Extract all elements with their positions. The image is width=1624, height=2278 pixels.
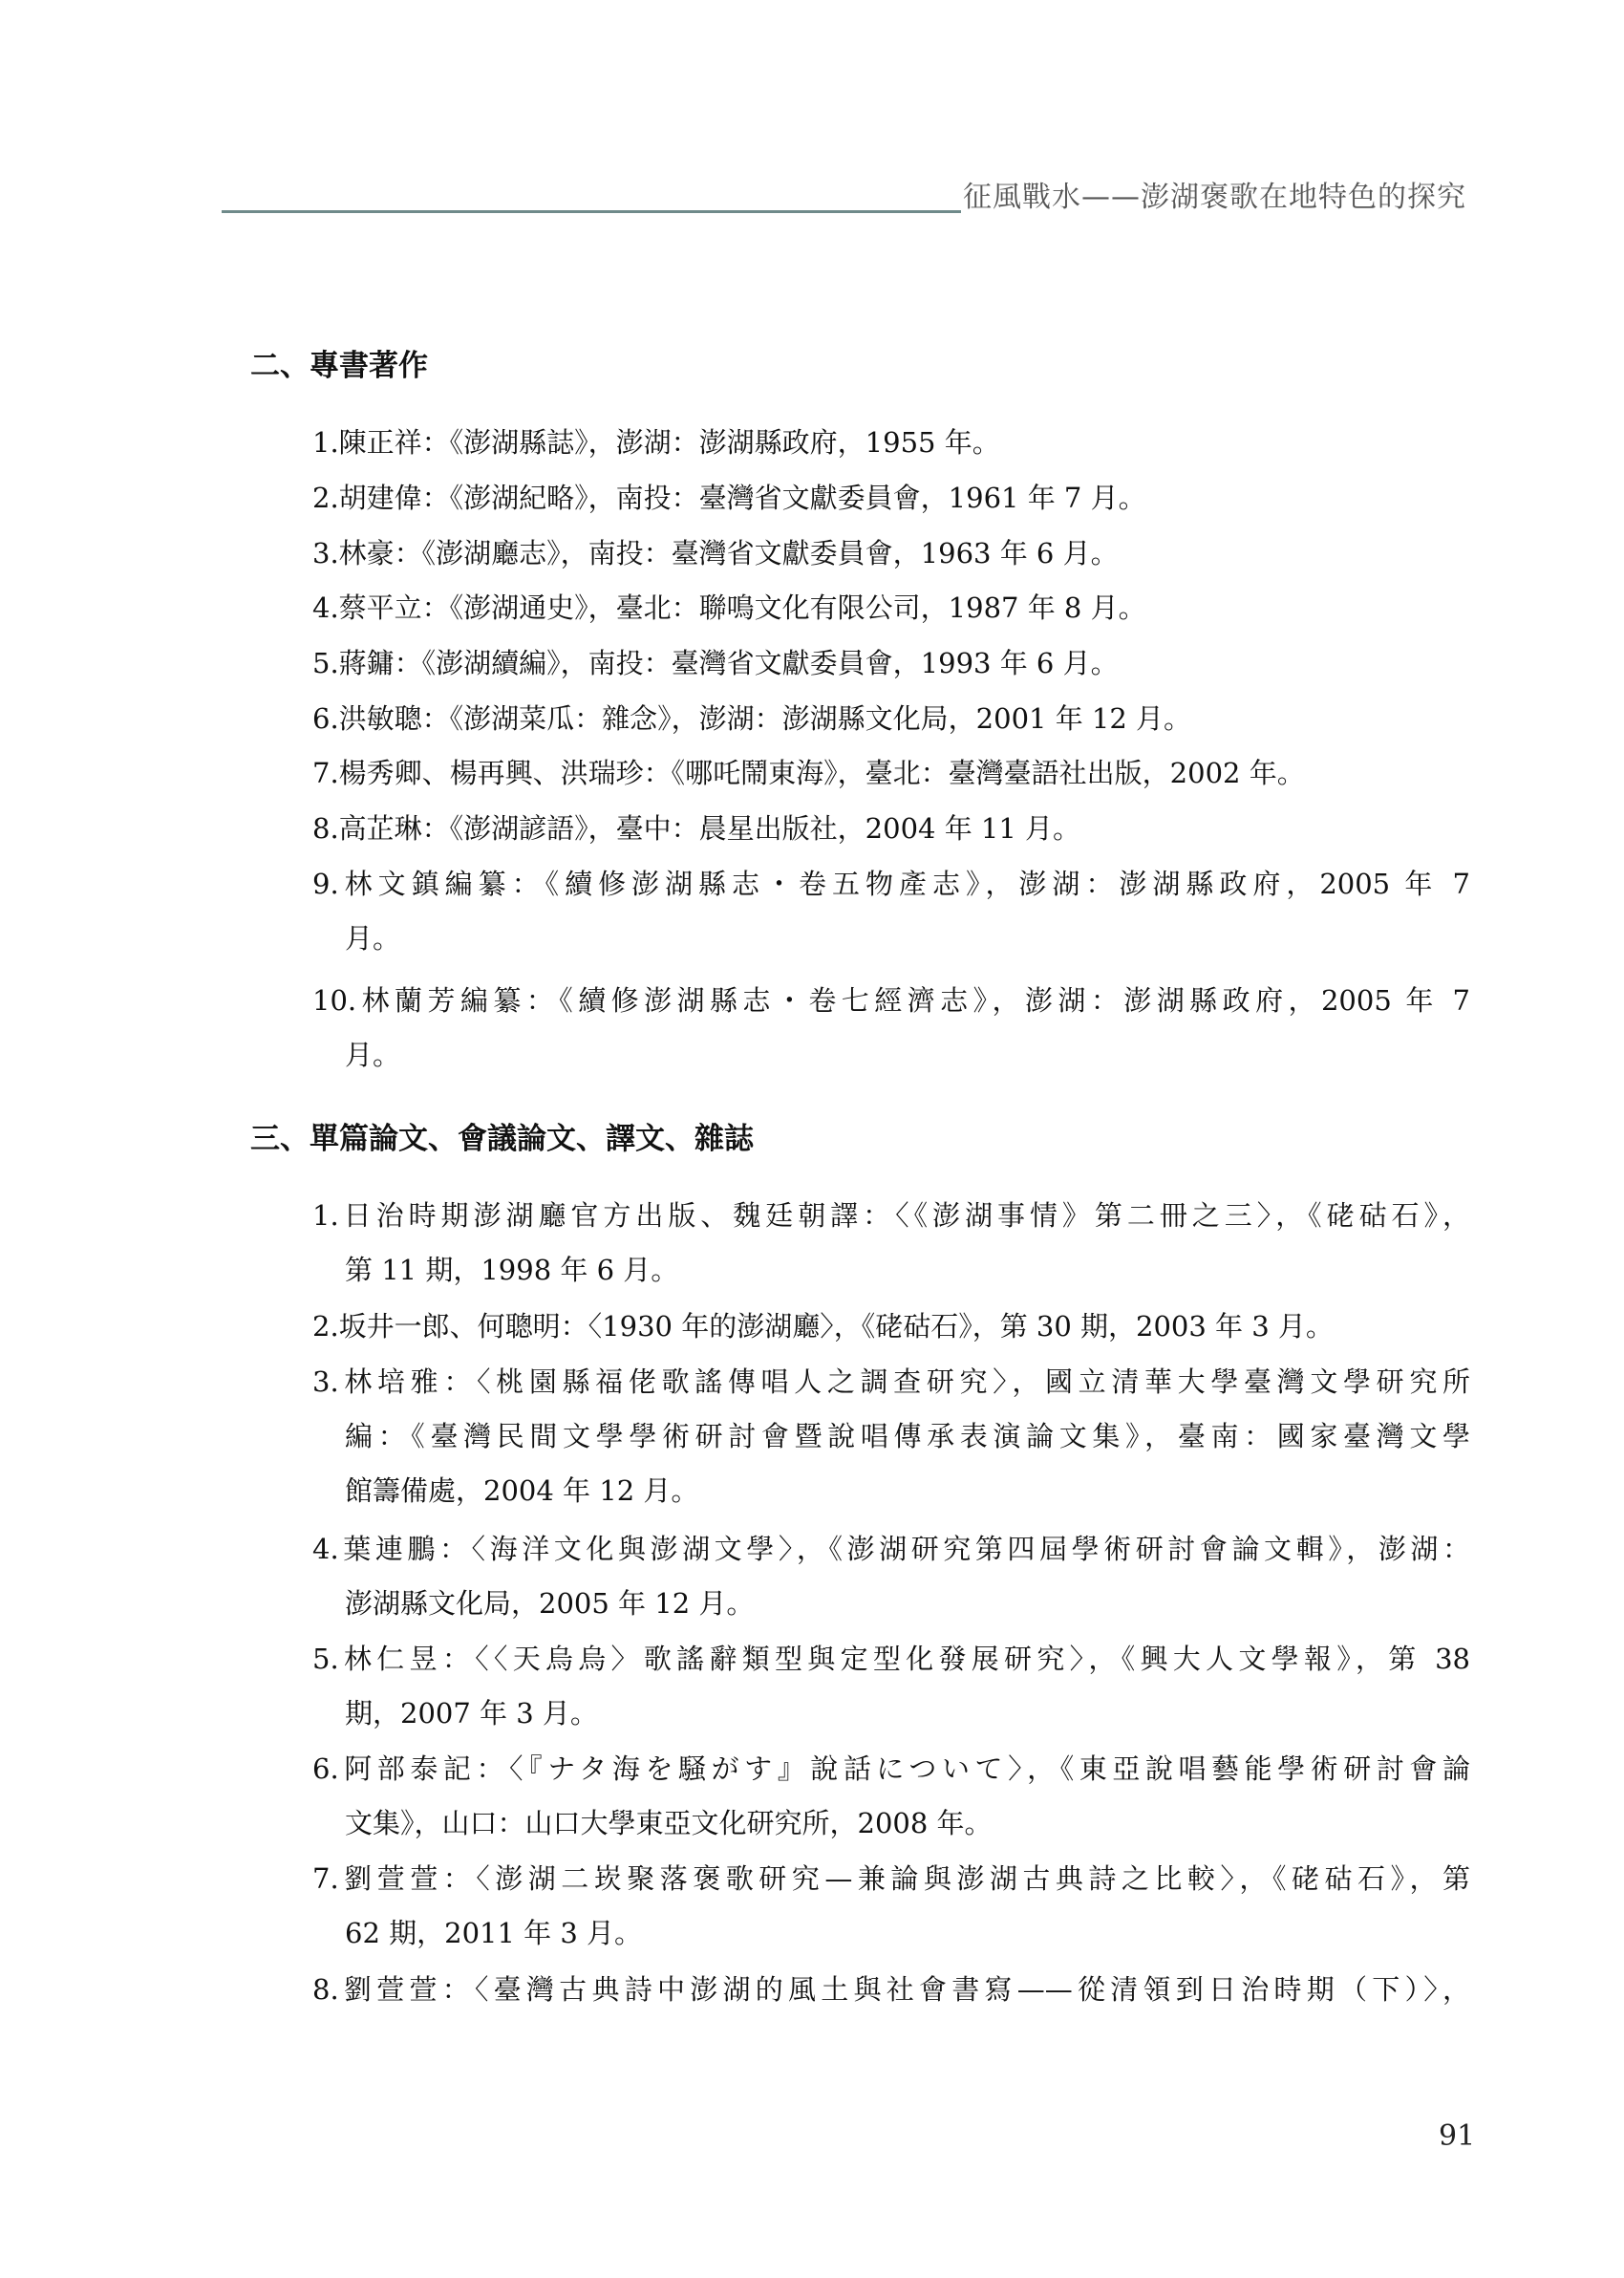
running-header-title: 征風戰水——澎湖褒歌在地特色的探究 bbox=[963, 181, 1466, 214]
reference-line: 4.葉連鵬：〈海洋文化與澎湖文學〉，《澎湖研究第四屆學術研討會論文輯》，澎湖： bbox=[312, 1533, 1470, 1565]
reference-entry bbox=[312, 1852, 1470, 1961]
reference-entry bbox=[312, 1742, 1470, 1851]
page-number: 91 bbox=[1439, 2119, 1476, 2153]
reference-entry bbox=[312, 746, 1470, 801]
reference-line: 館籌備處，2004 年 12 月。 bbox=[345, 1474, 699, 1507]
reference-line: 2.坂井一郎、何聰明：〈1930 年的澎湖廳〉，《硓𥑮石》，第 30 期，2003 年 3 月。 bbox=[312, 1310, 1334, 1343]
reference-entry bbox=[312, 471, 1470, 526]
reference-line: 4.蔡平立：《澎湖通史》，臺北：聯鳴文化有限公司，1987 年 8 月。 bbox=[312, 591, 1146, 624]
reference-line: 62 期，2011 年 3 月。 bbox=[345, 1917, 643, 1949]
reference-line: 1.日治時期澎湖廳官方出版、魏廷朝譯：〈《澎湖事情》第二冊之三〉，《硓𥑮石》， bbox=[312, 1199, 1470, 1232]
reference-entry bbox=[312, 1522, 1470, 1631]
reference-entry bbox=[312, 1300, 1470, 1354]
reference-entry bbox=[312, 416, 1470, 470]
reference-line: 10.林蘭芳編纂：《續修澎湖縣志・卷七經濟志》，澎湖：澎湖縣政府，2005 年 7 bbox=[312, 984, 1470, 1017]
reference-line: 6.洪敏聰：《澎湖菜瓜：雜念》，澎湖：澎湖縣文化局，2001 年 12 月。 bbox=[312, 702, 1192, 735]
reference-line: 1.陳正祥：《澎湖縣誌》，澎湖：澎湖縣政府，1955 年。 bbox=[312, 426, 1000, 459]
reference-entry bbox=[312, 974, 1470, 1083]
reference-line: 5.林仁昱：〈〈天烏烏〉歌謠辭類型與定型化發展研究〉，《興大人文學報》，第 38 bbox=[312, 1643, 1470, 1675]
reference-line: 文集》，山口：山口大學東亞文化研究所，2008 年。 bbox=[345, 1807, 993, 1839]
reference-line: 澎湖縣文化局，2005 年 12 月。 bbox=[345, 1587, 755, 1620]
reference-entry bbox=[312, 636, 1470, 691]
reference-entry bbox=[312, 692, 1470, 746]
reference-line: 7.楊秀卿、楊再興、洪瑞珍：《哪吒鬧東海》，臺北：臺灣臺語社出版，2002 年。 bbox=[312, 757, 1305, 789]
reference-entry bbox=[312, 857, 1470, 966]
reference-line: 9.林文鎮編纂：《續修澎湖縣志・卷五物產志》，澎湖：澎湖縣政府，2005 年 7 bbox=[312, 868, 1470, 900]
reference-entry bbox=[312, 1355, 1470, 1518]
section-heading: 三、單篇論文、會議論文、譯文、雜誌 bbox=[250, 1122, 754, 1156]
reference-entry bbox=[312, 1963, 1470, 2017]
section-heading: 二、專書著作 bbox=[250, 349, 428, 383]
reference-entry bbox=[312, 581, 1470, 635]
reference-line: 第 11 期，1998 年 6 月。 bbox=[345, 1254, 679, 1286]
reference-line: 8.劉萱萱：〈臺灣古典詩中澎湖的風土與社會書寫——從清領到日治時期（下）〉， bbox=[312, 1973, 1470, 2006]
reference-line: 2.胡建偉：《澎湖紀略》，南投：臺灣省文獻委員會，1961 年 7 月。 bbox=[312, 482, 1146, 514]
reference-line: 5.蔣鏞：《澎湖續編》，南投：臺灣省文獻委員會，1993 年 6 月。 bbox=[312, 647, 1119, 679]
reference-line: 7.劉萱萱：〈澎湖二崁聚落褒歌研究—兼論與澎湖古典詩之比較〉，《硓𥑮石》，第 bbox=[312, 1862, 1470, 1895]
reference-entry bbox=[312, 527, 1470, 581]
reference-line: 期，2007 年 3 月。 bbox=[345, 1697, 598, 1730]
reference-line: 3.林豪：《澎湖廳志》，南投：臺灣省文獻委員會，1963 年 6 月。 bbox=[312, 537, 1119, 570]
reference-entry bbox=[312, 802, 1470, 856]
reference-entry bbox=[312, 1189, 1470, 1298]
header-rule bbox=[222, 210, 961, 213]
reference-line: 3.林培雅：〈桃園縣福佬歌謠傳唱人之調查研究〉，國立清華大學臺灣文學研究所 bbox=[312, 1365, 1470, 1398]
reference-line: 6.阿部泰記：〈『ナタ海を騒がす』說話について〉，《東亞說唱藝能學術研討會論 bbox=[312, 1752, 1470, 1785]
reference-line: 月。 bbox=[345, 1039, 401, 1071]
reference-line: 編：《臺灣民間文學學術研討會暨說唱傳承表演論文集》，臺南：國家臺灣文學 bbox=[345, 1420, 1470, 1452]
reference-line: 8.高芷琳：《澎湖諺語》，臺中：晨星出版社，2004 年 11 月。 bbox=[312, 812, 1081, 845]
reference-entry bbox=[312, 1632, 1470, 1741]
reference-line: 月。 bbox=[345, 922, 401, 955]
